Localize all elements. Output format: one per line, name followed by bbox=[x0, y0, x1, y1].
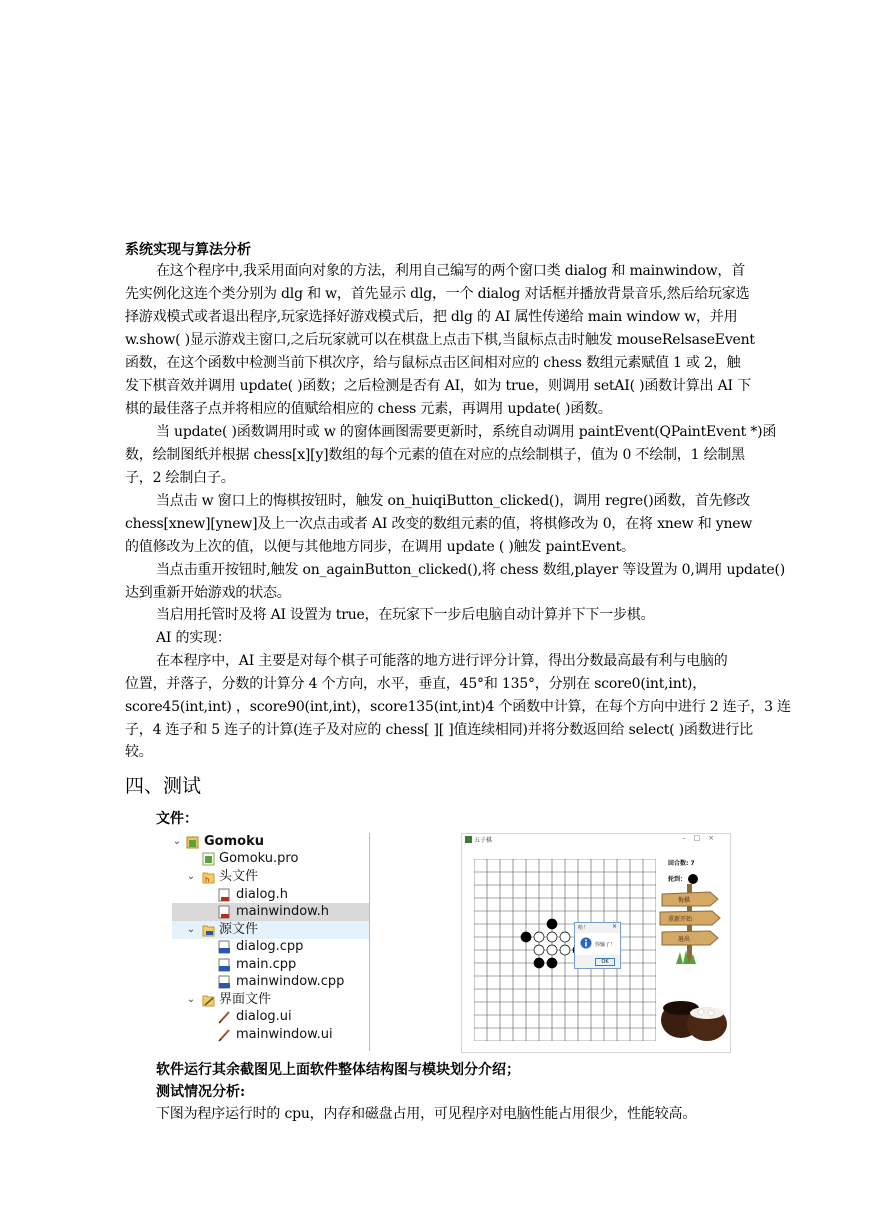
ui-file-icon bbox=[218, 1010, 231, 1024]
tree-item-headers-folder[interactable] bbox=[172, 868, 370, 886]
paragraph-line: 当点击重开按钮时,触发 on_againButton_clicked(),将 chess 数组,player 等设置为 0,调用 update() bbox=[156, 562, 786, 578]
section-heading: 系统实现与算法分析 bbox=[125, 242, 251, 258]
chevron-down-icon[interactable]: ⌄ bbox=[186, 994, 196, 1005]
paragraph-line: 择游戏模式或者退出程序,玩家选择好游戏模式后，把 dlg 的 AI 属性传递给 main window w，并用 bbox=[125, 309, 738, 325]
paragraph-line: 子，2 绘制白子。 bbox=[125, 470, 235, 486]
tree-item-main-cpp[interactable] bbox=[172, 956, 370, 974]
ui-file-icon bbox=[218, 1028, 231, 1042]
black-stone bbox=[547, 919, 557, 929]
tree-item-label: Gomoku.pro bbox=[219, 851, 299, 866]
white-stone bbox=[534, 932, 544, 942]
quit-sign-label: 退出 bbox=[678, 936, 691, 943]
white-stone bbox=[547, 932, 557, 942]
dialog-body bbox=[575, 933, 620, 955]
tree-item-label: dialog.h bbox=[236, 887, 289, 902]
game-titlebar bbox=[462, 834, 730, 846]
app-icon bbox=[465, 836, 472, 843]
svg-text:h: h bbox=[205, 876, 210, 884]
tree-item-gomoku-project[interactable] bbox=[172, 833, 370, 851]
paragraph-line: 当点击 w 窗口上的悔棋按钮时，触发 on_huiqiButton_clicked()，调用 regre()函数，首先修改 bbox=[156, 493, 751, 509]
dialog-title: 哈！ bbox=[578, 925, 589, 931]
tree-item-gomoku-pro[interactable] bbox=[172, 850, 370, 868]
tree-item-label: 源文件 bbox=[219, 922, 259, 937]
paragraph-line: 子，4 连子和 5 连子的计算(连子及对应的 chess[ ][ ]值连续相同)并将分数返回给 select( )函数进行比 bbox=[125, 722, 753, 738]
go-bowls-image bbox=[659, 986, 729, 1046]
dialog-message: 你输了！ bbox=[595, 942, 616, 948]
restart-sign-label: 重新开始 bbox=[668, 916, 693, 923]
info-icon bbox=[580, 937, 592, 949]
paragraph-line: 数，绘制图纸并根据 chess[x][y]数组的每个元素的值在对应的点绘制棋子，值为 0 不绘制，1 绘制黑 bbox=[125, 447, 745, 463]
game-window-title: 五子棋 bbox=[474, 837, 493, 844]
game-over-dialog bbox=[574, 922, 621, 969]
paragraph-line: 在本程序中，AI 主要是对每个棋子可能落的地方进行评分计算，得出分数最高最有利与电脑的 bbox=[156, 653, 728, 669]
grass-decoration bbox=[676, 950, 696, 964]
header-folder-icon bbox=[202, 870, 215, 884]
black-stone bbox=[521, 932, 531, 942]
undo-sign-label: 悔棋 bbox=[678, 897, 691, 904]
quit-sign-button[interactable] bbox=[662, 931, 718, 945]
dialog-ok-button[interactable]: OK bbox=[595, 958, 615, 966]
chevron-down-icon[interactable]: ⌄ bbox=[172, 836, 182, 847]
chevron-down-icon[interactable]: ⌄ bbox=[186, 924, 196, 935]
paragraph-line: 棋的最佳落子点并将相应的值赋给相应的 chess 元素，再调用 update( )函数。 bbox=[125, 401, 612, 417]
header-file-icon bbox=[218, 905, 231, 919]
window-controls[interactable]: –□× bbox=[682, 834, 722, 842]
dialog-close-icon[interactable]: × bbox=[611, 923, 617, 930]
paragraph-line: 的值修改为上次的值，以便与其他地方同步，在调用 update ( )触发 paintEvent。 bbox=[125, 539, 635, 555]
cpp-file-icon bbox=[218, 975, 231, 989]
tree-item-mainwindow-cpp[interactable] bbox=[172, 973, 370, 991]
chevron-down-icon[interactable]: ⌄ bbox=[186, 871, 196, 882]
black-stone bbox=[547, 958, 557, 968]
tree-item-dialog-ui[interactable] bbox=[172, 1008, 370, 1026]
paragraph-line: AI 的实现： bbox=[156, 630, 231, 646]
tree-item-label: 界面文件 bbox=[219, 992, 272, 1007]
tree-item-label: dialog.cpp bbox=[236, 939, 304, 954]
white-stone bbox=[534, 945, 544, 955]
white-stone bbox=[560, 945, 570, 955]
files-label: 文件： bbox=[156, 811, 198, 827]
paragraph-line: 发下棋音效并调用 update( )函数；之后检测是否有 AI，如为 true，则调用 setAI( )函数计算出 AI 下 bbox=[125, 378, 751, 394]
paragraph-line: score45(int,int) ，score90(int,int)，score135(int,int)4 个函数中计算，在每个方向中进行 2 连子，3 连 bbox=[125, 699, 791, 715]
paragraph-line: w.show( )显示游戏主窗口,之后玩家就可以在棋盘上点击下棋,当鼠标点击时触发 mouseRelsaseEvent bbox=[125, 332, 755, 348]
white-stone bbox=[560, 932, 570, 942]
paragraph-line: 函数，在这个函数中检测当前下棋次序，给与鼠标点击区间相对应的 chess 数组元素赋值 1 或 2，触 bbox=[125, 355, 741, 371]
tree-item-label: main.cpp bbox=[236, 957, 297, 972]
go-board[interactable] bbox=[474, 859, 656, 1041]
test-analysis-heading: 测试情况分析: bbox=[156, 1084, 246, 1100]
tree-item-forms-folder[interactable] bbox=[172, 991, 370, 1009]
final-paragraph-line: 下图为程序运行时的 cpu，内存和磁盘占用，可见程序对电脑性能占用很少，性能较高。 bbox=[156, 1106, 697, 1122]
tree-item-sources-folder[interactable] bbox=[172, 921, 370, 939]
tree-item-label: Gomoku bbox=[204, 834, 264, 849]
cpp-file-icon bbox=[218, 958, 231, 972]
paragraph-line: chess[xnew][ynew]及上一次点击或者 AI 改变的数组元素的值，将棋修改为 0，在将 xnew 和 ynew bbox=[125, 516, 753, 532]
white-stone bbox=[547, 945, 557, 955]
paragraph-line: 位置，并落子，分数的计算分 4 个方向，水平，垂直，45°和 135°，分别在 score0(int,int)， bbox=[125, 676, 706, 692]
gomoku-game-screenshot bbox=[461, 833, 731, 1053]
turn-count: 回合数: 7 bbox=[668, 860, 695, 867]
header-file-icon bbox=[218, 888, 231, 902]
forms-folder-icon bbox=[202, 993, 215, 1007]
tree-item-label: mainwindow.h bbox=[236, 904, 329, 919]
tree-item-mainwindow-ui[interactable] bbox=[172, 1026, 370, 1044]
undo-sign-button[interactable] bbox=[662, 892, 718, 906]
tree-item-dialog-cpp[interactable] bbox=[172, 938, 370, 956]
black-stone bbox=[534, 958, 544, 968]
project-folder-icon bbox=[186, 835, 199, 849]
tree-item-mainwindow-h[interactable] bbox=[172, 903, 370, 921]
figure-caption: 软件运行其余截图见上面软件整体结构图与模块划分介绍； bbox=[156, 1062, 520, 1078]
current-turn-stone bbox=[688, 874, 698, 884]
section-title: 四、测试 bbox=[125, 775, 202, 797]
tree-item-dialog-h[interactable] bbox=[172, 886, 370, 904]
paragraph-line: 先实例化这连个类分别为 dlg 和 w，首先显示 dlg，一个 dialog 对话框并播放背景音乐,然后给玩家选 bbox=[125, 286, 750, 302]
paragraph-line: 较。 bbox=[125, 744, 153, 760]
paragraph-line: 在这个程序中,我采用面向对象的方法，利用自己编写的两个窗口类 dialog 和 mainwindow，首 bbox=[156, 263, 746, 279]
tree-item-label: 头文件 bbox=[219, 869, 259, 884]
project-file-tree bbox=[172, 833, 370, 1051]
tree-divider bbox=[369, 833, 370, 1051]
paragraph-line: 当启用托管时及将 AI 设置为 true，在玩家下一步后电脑自动计算并下下一步棋。 bbox=[156, 607, 655, 623]
tree-item-label: mainwindow.ui bbox=[236, 1027, 333, 1042]
signpost-menu bbox=[658, 884, 722, 966]
source-folder-icon bbox=[202, 923, 215, 937]
turn-label: 轮到： bbox=[668, 876, 687, 883]
paragraph-line: 当 update( )函数调用时或 w 的窗体画图需要更新时，系统自动调用 paintEvent(QPaintEvent *)函 bbox=[156, 424, 777, 440]
pro-file-icon bbox=[202, 852, 215, 866]
paragraph-line: 达到重新开始游戏的状态。 bbox=[125, 585, 291, 601]
cpp-file-icon bbox=[218, 940, 231, 954]
tree-item-label: dialog.ui bbox=[236, 1009, 292, 1024]
restart-sign-button[interactable] bbox=[660, 911, 720, 925]
tree-item-label: mainwindow.cpp bbox=[236, 974, 345, 989]
